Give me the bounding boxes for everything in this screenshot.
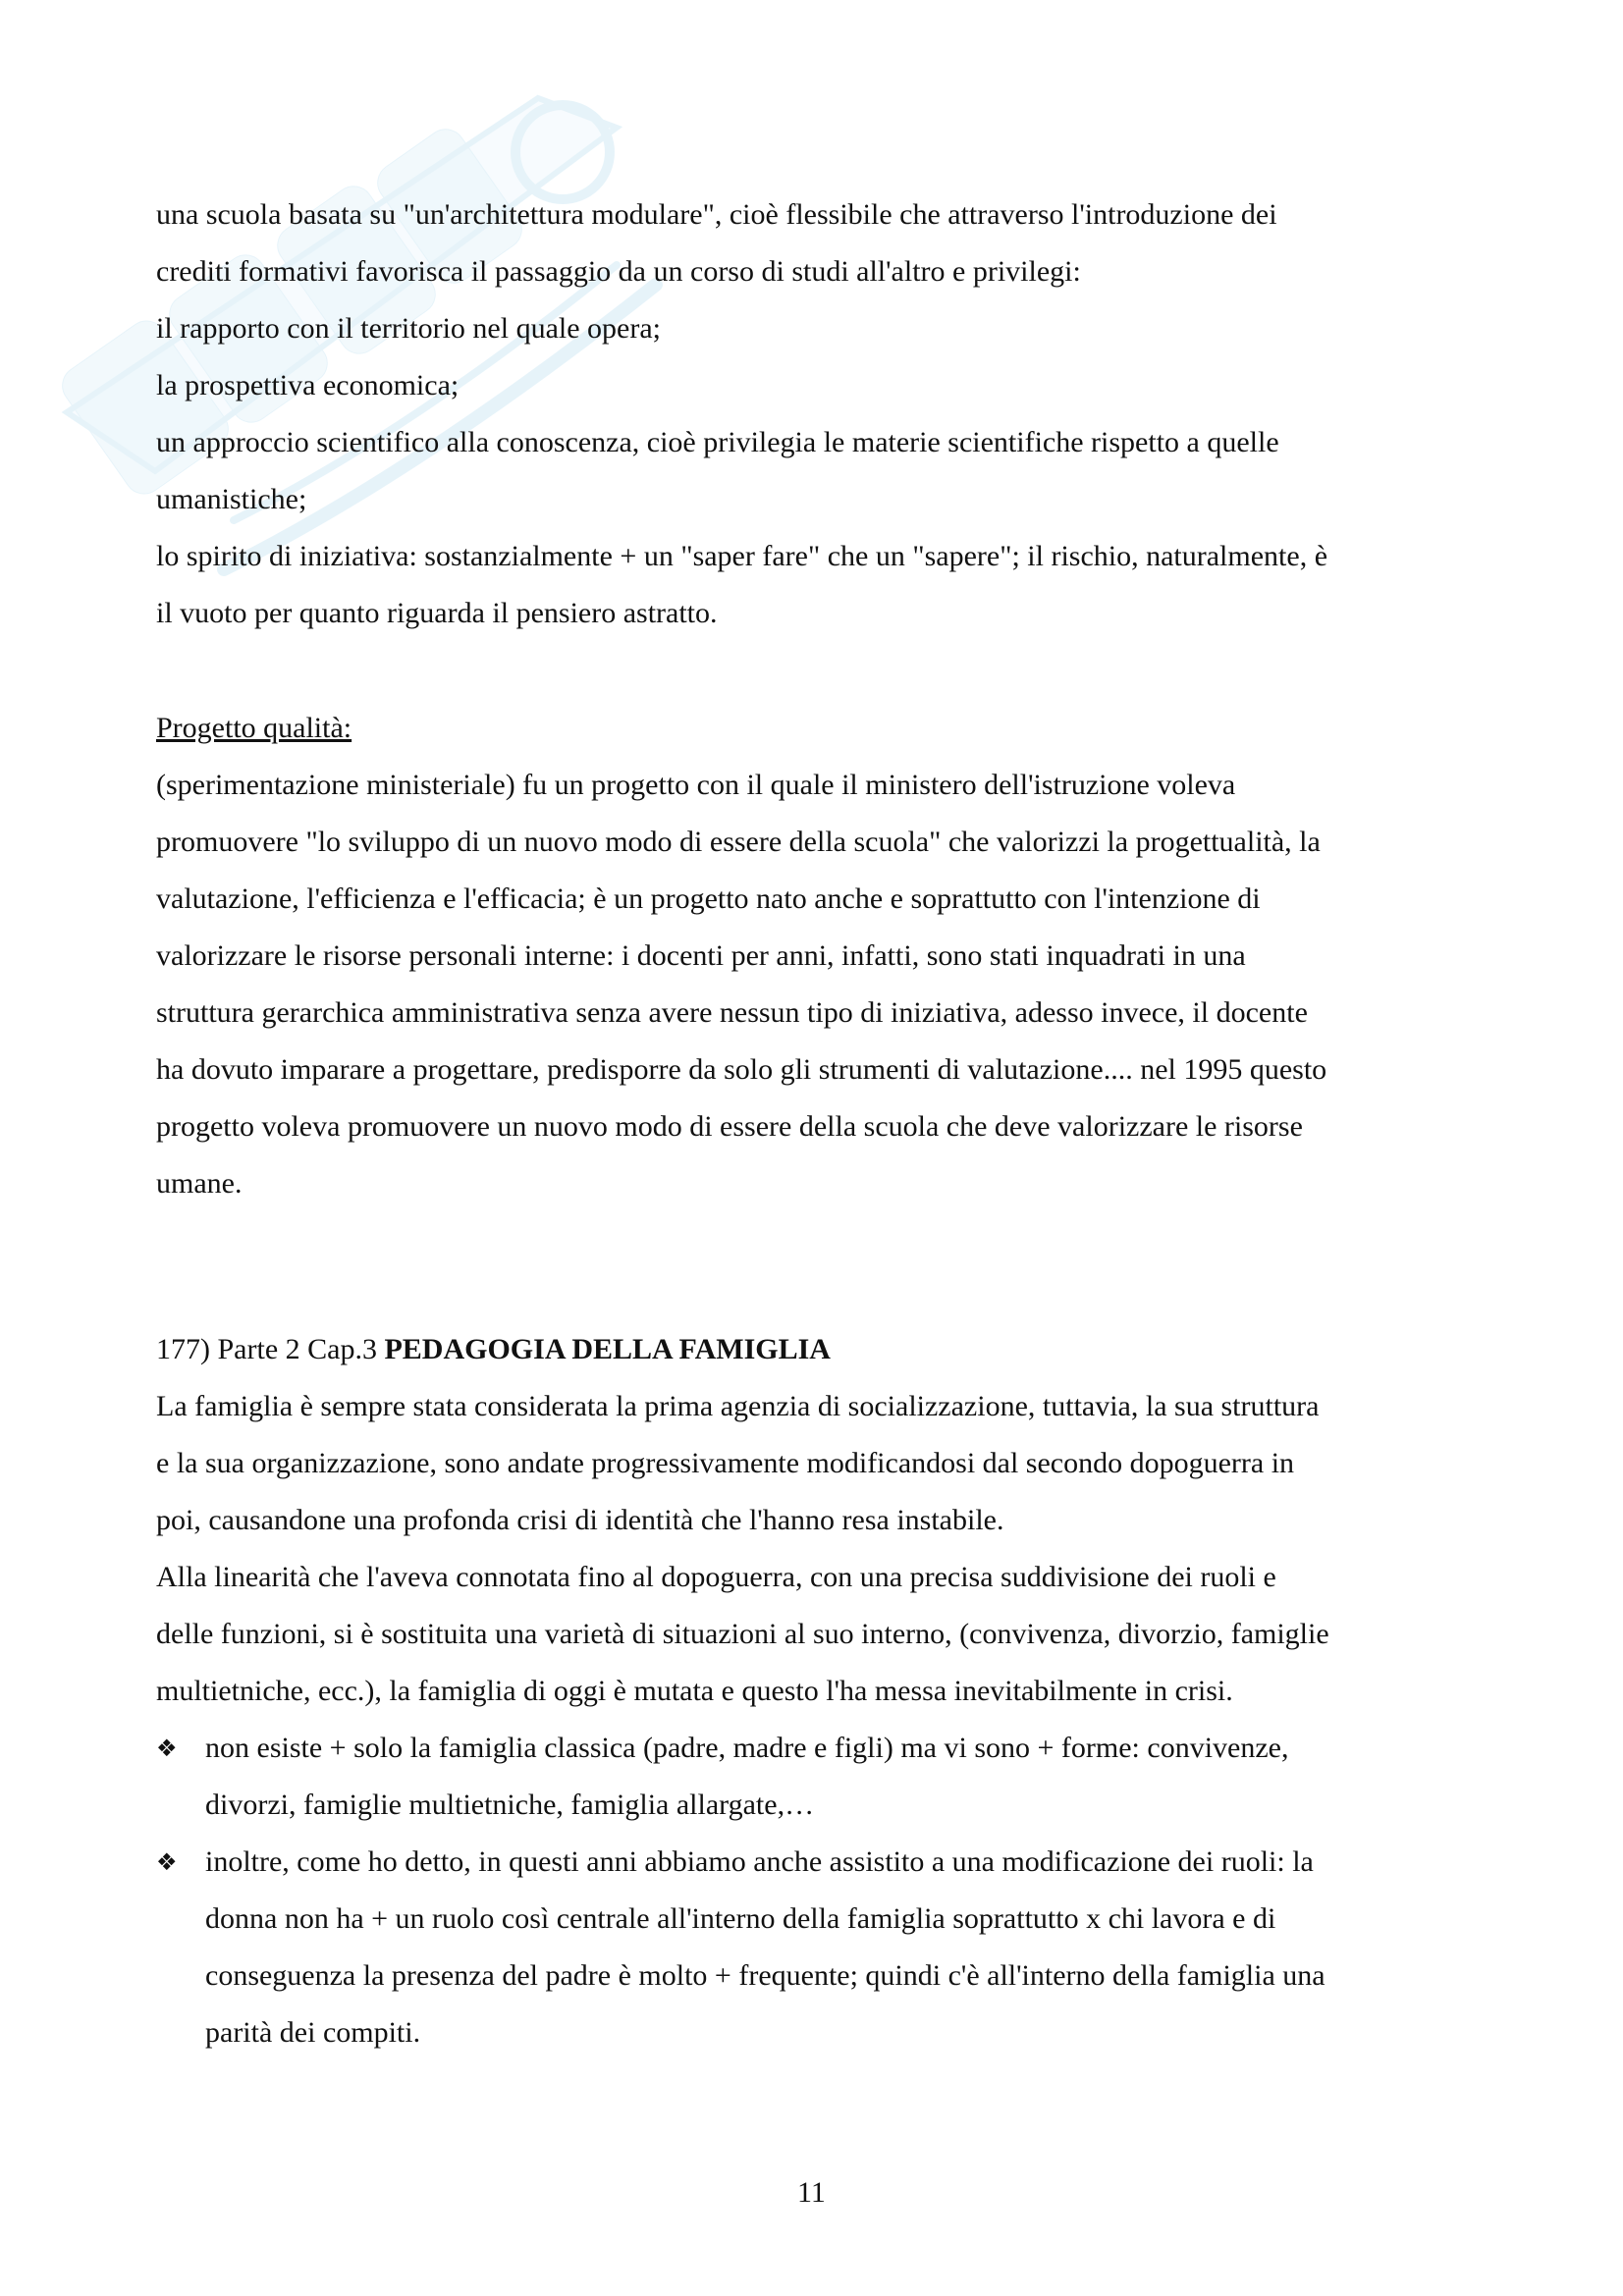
bullet-item — [156, 1720, 1472, 1834]
section-pedagogia-famiglia — [156, 1321, 1472, 2061]
text-line: valorizzare le risorse personali interne: i docenti per anni, infatti, sono stati inquadrati in una — [156, 939, 1246, 972]
text-line: valutazione, l'efficienza e l'efficacia; è un progetto nato anche e soprattutto con l'intenzione di — [156, 882, 1261, 915]
bullet-item — [156, 1834, 1472, 2061]
text-line: e la sua organizzazione, sono andate progressivamente modificandosi dal secondo dopoguerra in — [156, 1447, 1295, 1479]
text-line: struttura gerarchica amministrativa senza avere nessun tipo di iniziativa, adesso invece, il docente — [156, 996, 1308, 1029]
page-number: 11 — [797, 2176, 826, 2209]
bullet-text-line: inoltre, come ho detto, in questi anni abbiamo anche assistito a una modificazione dei ruoli: la — [205, 1845, 1314, 1878]
bullet-text-line: divorzi, famiglie multietniche, famiglia allargate,… — [205, 1789, 815, 1821]
section-heading-progetto-qualita: Progetto qualità: — [156, 712, 352, 744]
bullet-text-line: conseguenza la presenza del padre è molto + frequente; quindi c'è all'interno della famiglia una — [205, 1959, 1325, 1992]
diamond-bullet-icon: ❖ — [156, 1848, 178, 1876]
text-line: ha dovuto imparare a progettare, predisporre da solo gli strumenti di valutazione.... nel 1995 questo — [156, 1053, 1327, 1086]
section-intro-paragraph — [156, 187, 1472, 642]
bullet-text-line: parità dei compiti. — [205, 2016, 421, 2049]
text-line: (sperimentazione ministeriale) fu un progetto con il quale il ministero dell'istruzione voleva — [156, 769, 1236, 801]
section-heading-pedagogia — [156, 1321, 1472, 1378]
text-line: un approccio scientifico alla conoscenza, cioè privilegia le materie scientifiche rispetto a quelle — [156, 426, 1279, 458]
section-progetto-qualita — [156, 700, 1472, 1212]
bullet-text-line: non esiste + solo la famiglia classica (padre, madre e figli) ma vi sono + forme: convivenze, — [205, 1732, 1289, 1764]
text-line: poi, causandone una profonda crisi di identità che l'hanno resa instabile. — [156, 1504, 1004, 1536]
text-line: Alla linearità che l'aveva connotata fino al dopoguerra, con una precisa suddivisione dei ruoli e — [156, 1561, 1276, 1593]
text-line: multietniche, ecc.), la famiglia di oggi è mutata e questo l'ha messa inevitabilmente in crisi. — [156, 1675, 1233, 1707]
text-line: una scuola basata su "un'architettura modulare", cioè flessibile che attraverso l'introduzione dei — [156, 198, 1277, 231]
heading-prefix: 177) Parte 2 Cap.3 — [156, 1333, 385, 1365]
text-line: delle funzioni, si è sostituita una varietà di situazioni al suo interno, (convivenza, divorzio, famiglie — [156, 1618, 1329, 1650]
text-line: la prospettiva economica; — [156, 369, 460, 401]
text-line: progetto voleva promuovere un nuovo modo di essere della scuola che deve valorizzare le risorse — [156, 1110, 1303, 1143]
heading-title: PEDAGOGIA DELLA FAMIGLIA — [384, 1333, 831, 1365]
text-line: promuovere "lo sviluppo di un nuovo modo di essere della scuola" che valorizzi la progettualità, la — [156, 826, 1321, 858]
text-line: La famiglia è sempre stata considerata la prima agenzia di socializzazione, tuttavia, la sua struttura — [156, 1390, 1320, 1422]
text-line: il vuoto per quanto riguarda il pensiero astratto. — [156, 597, 718, 629]
diamond-bullet-icon: ❖ — [156, 1735, 178, 1762]
text-line: umane. — [156, 1167, 243, 1200]
bullet-text-line: donna non ha + un ruolo così centrale all'interno della famiglia soprattutto x chi lavora e di — [205, 1902, 1276, 1935]
text-line: umanistiche; — [156, 483, 307, 515]
text-line: lo spirito di iniziativa: sostanzialmente + un "saper fare" che un "sapere"; il rischio, naturalmente, è — [156, 540, 1328, 572]
text-line: il rapporto con il territorio nel quale opera; — [156, 312, 661, 345]
text-line: crediti formativi favorisca il passaggio da un corso di studi all'altro e privilegi: — [156, 255, 1081, 288]
